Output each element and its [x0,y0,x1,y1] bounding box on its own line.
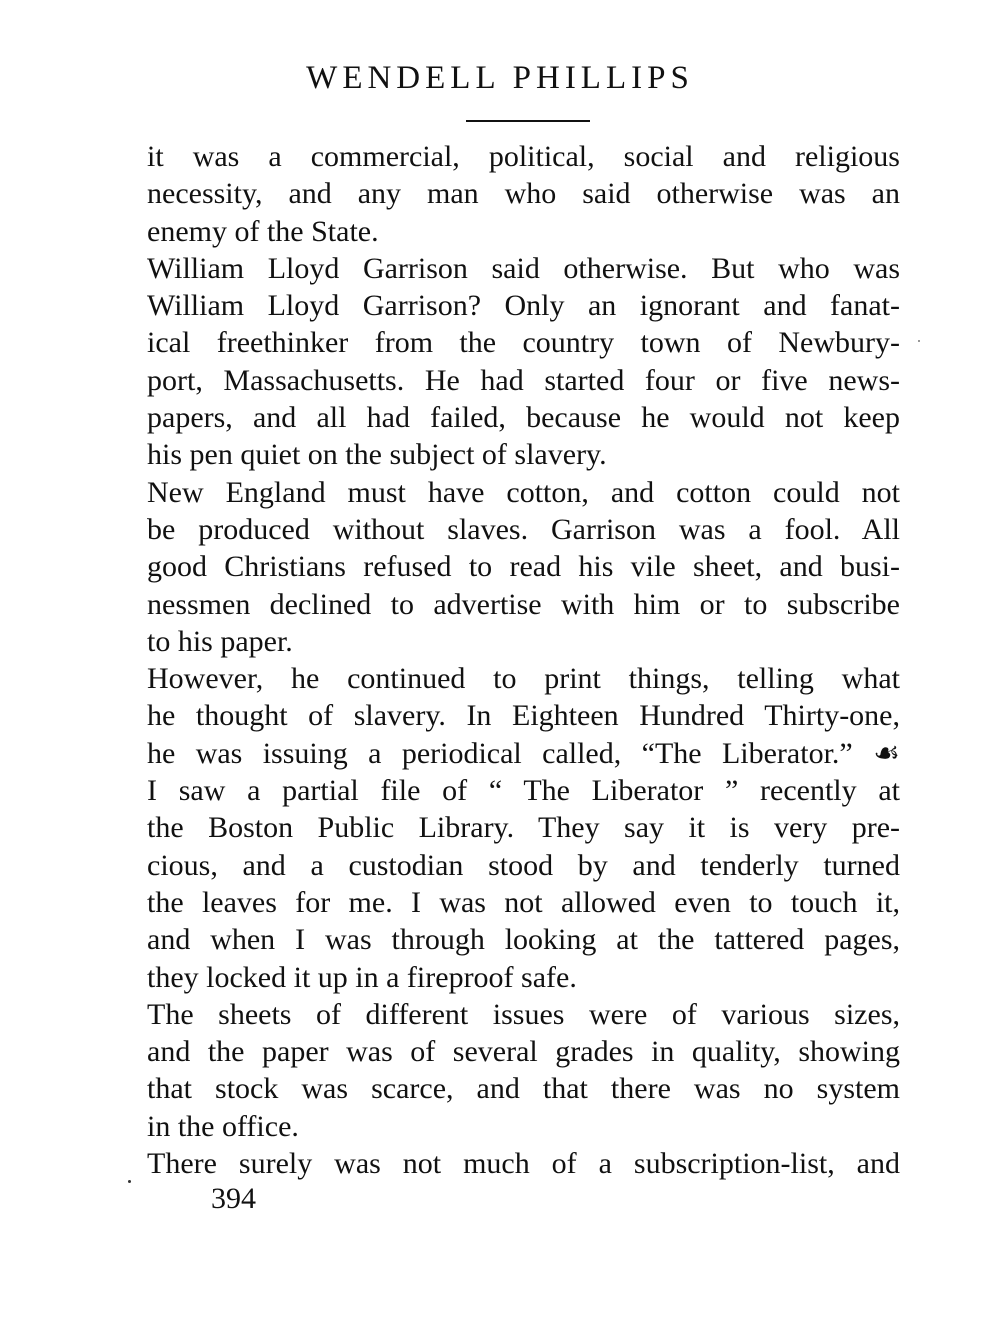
text-line: he thought of slavery. In Eighteen Hundred Thirty-one, [147,699,900,733]
text-line: the leaves for me. I was not allowed even to touch it, [147,885,900,919]
text-line: the Boston Public Library. They say it is very pre- [147,811,900,845]
text-line: However, he continued to print things, telling what [147,662,900,696]
text-line: New England must have cotton, and cotton could not [147,475,900,509]
text-line: There surely was not much of a subscription-list, and [147,1147,900,1181]
text-line: and the paper was of several grades in quality, showing [147,1035,900,1069]
body-text [147,138,900,1182]
text-line: that stock was scarce, and that there was no system [147,1072,900,1106]
text-line: in the office. [147,1109,299,1143]
text-line: cious, and a custodian stood by and tenderly turned [147,848,900,882]
text-line: ical freethinker from the country town of Newbury- [147,326,900,360]
text-line: William Lloyd Garrison? Only an ignorant and fanat- [147,289,900,323]
text-line: his pen quiet on the subject of slavery. [147,438,607,472]
speck [918,340,920,342]
text-line: he was issuing a periodical called, “The Liberator.” ☙ [147,736,900,770]
speck [128,1180,131,1183]
page-number: 394 [211,1182,256,1215]
text-line: port, Massachusetts. He had started four or five news- [147,363,900,397]
text-line: it was a commercial, political, social and religious [147,140,900,173]
running-head: WENDELL PHILLIPS [306,60,694,96]
text-line: be produced without slaves. Garrison was a fool. All [147,512,900,546]
text-line: and when I was through looking at the tattered pages, [147,923,900,957]
text-line: good Christians refused to read his vile sheet, and busi- [147,550,900,584]
text-line: enemy of the State. [147,214,379,248]
text-line: to his paper. [147,624,293,658]
text-line: I saw a partial file of “ The Liberator ” recently at [147,774,900,808]
text-line: The sheets of different issues were of various sizes, [147,997,900,1031]
text-line: papers, and all had failed, because he would not keep [147,401,900,435]
text-line: they locked it up in a fireproof safe. [147,960,577,994]
header-rule [466,120,590,122]
text-line: necessity, and any man who said otherwise was an [147,177,900,211]
text-line: William Lloyd Garrison said otherwise. But who was [147,251,900,285]
text-line: nessmen declined to advertise with him or to subscribe [147,587,900,621]
